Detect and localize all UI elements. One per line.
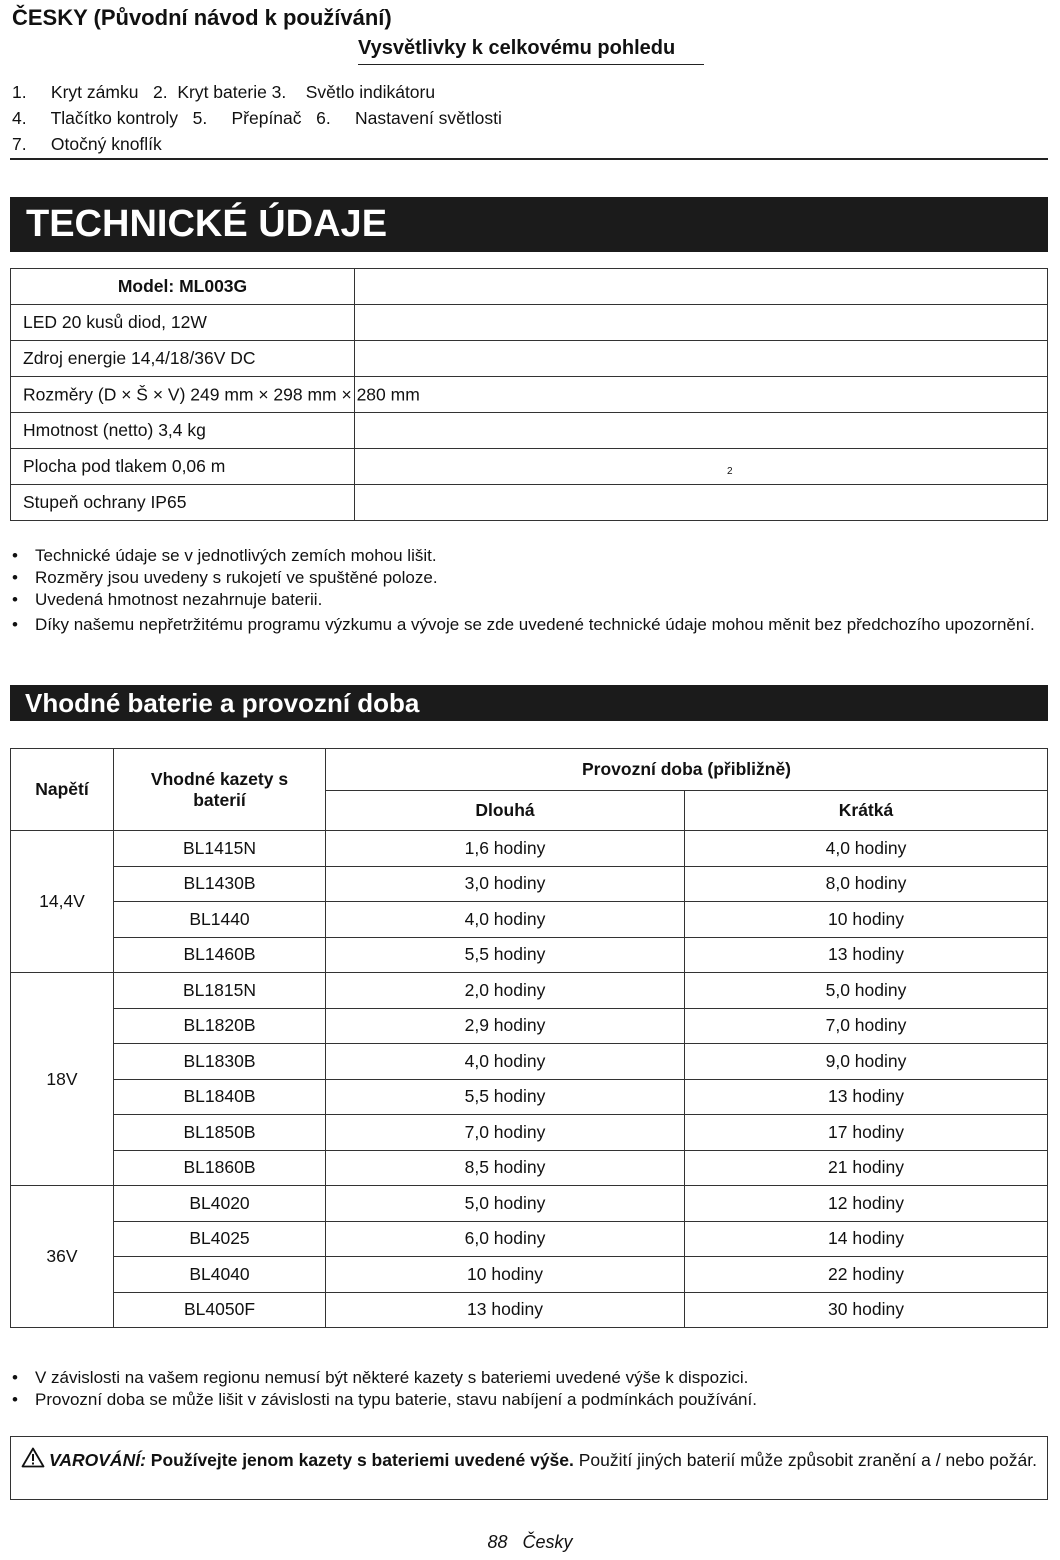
table-row	[11, 1221, 1048, 1257]
table-row	[11, 1079, 1048, 1115]
long-runtime-cell: 2,0 hodiny	[326, 973, 685, 1009]
cartridge-cell: BL1440	[114, 902, 326, 938]
parts-list-line: 4. Tlačítko kontroly 5. Přepínač 6. Nastavení světlosti	[12, 108, 502, 128]
long-runtime-cell: 1,6 hodiny	[326, 831, 685, 867]
voltage-cell: 18V	[11, 973, 114, 1186]
table-row	[11, 1115, 1048, 1151]
long-runtime-cell: 3,0 hodiny	[326, 866, 685, 902]
short-runtime-cell: 14 hodiny	[685, 1221, 1048, 1257]
language-heading: ČESKY (Původní návod k používání)	[12, 5, 392, 30]
table-row	[11, 1008, 1048, 1044]
warning-label: VAROVÁNÍ:	[49, 1450, 146, 1470]
long-runtime-cell: 5,5 hodiny	[326, 937, 685, 973]
table-row	[11, 1292, 1048, 1328]
cartridge-cell: BL1840B	[114, 1079, 326, 1115]
note-item: • V závislosti na vašem regionu nemusí být některé kazety s bateriemi uvedené výše k dispozici.	[12, 1367, 1052, 1389]
long-runtime-cell: 4,0 hodiny	[326, 1044, 685, 1080]
short-runtime-cell: 10 hodiny	[685, 902, 1048, 938]
cartridge-cell: BL1815N	[114, 973, 326, 1009]
header-runtime: Provozní doba (přibližně)	[326, 749, 1048, 791]
table-row	[11, 377, 1048, 413]
cartridge-cell: BL1430B	[114, 866, 326, 902]
table-row	[11, 413, 1048, 449]
cartridge-cell: BL4040	[114, 1257, 326, 1293]
short-runtime-cell: 13 hodiny	[685, 937, 1048, 973]
parts-list	[12, 79, 502, 157]
divider	[10, 158, 1048, 160]
cartridge-cell: BL1850B	[114, 1115, 326, 1151]
empty-cell	[355, 269, 1048, 305]
long-runtime-cell: 5,5 hodiny	[326, 1079, 685, 1115]
long-runtime-cell: 6,0 hodiny	[326, 1221, 685, 1257]
note-item: • Technické údaje se v jednotlivých zemích mohou lišit.	[12, 545, 1052, 567]
long-runtime-cell: 5,0 hodiny	[326, 1186, 685, 1222]
table-row	[11, 902, 1048, 938]
spec-notes	[12, 545, 1052, 636]
warning-triangle-icon	[21, 1447, 45, 1474]
cartridge-cell: BL1415N	[114, 831, 326, 867]
voltage-cell: 36V	[11, 1186, 114, 1328]
warning-strong-text: Používejte jenom kazety s bateriemi uvedené výše.	[150, 1450, 574, 1470]
long-runtime-cell: 4,0 hodiny	[326, 902, 685, 938]
cartridge-cell: BL4050F	[114, 1292, 326, 1328]
note-item: • Rozměry jsou uvedeny s rukojetí ve spuštěné poloze.	[12, 567, 1052, 589]
spec-cell: LED 20 kusů diod, 12W	[11, 305, 355, 341]
short-runtime-cell: 21 hodiny	[685, 1150, 1048, 1186]
cartridge-cell: BL4020	[114, 1186, 326, 1222]
long-runtime-cell: 2,9 hodiny	[326, 1008, 685, 1044]
empty-cell	[355, 341, 1048, 377]
short-runtime-cell: 30 hodiny	[685, 1292, 1048, 1328]
table-row	[11, 449, 1048, 485]
spec-cell: Stupeň ochrany IP65	[11, 485, 355, 521]
empty-cell	[355, 485, 1048, 521]
spec-table	[10, 268, 1048, 521]
cartridge-cell: BL1860B	[114, 1150, 326, 1186]
model-cell: Model: ML003G	[11, 269, 355, 305]
long-runtime-cell: 8,5 hodiny	[326, 1150, 685, 1186]
header-voltage: Napětí	[11, 749, 114, 831]
long-runtime-cell: 10 hodiny	[326, 1257, 685, 1293]
spec-text: Rozměry (D × Š × V) 249 mm × 298 mm × 280 mm	[23, 384, 420, 404]
voltage-cell: 14,4V	[11, 831, 114, 973]
short-runtime-cell: 13 hodiny	[685, 1079, 1048, 1115]
table-row	[11, 1150, 1048, 1186]
battery-notes	[12, 1367, 1052, 1411]
header-short: Krátká	[685, 791, 1048, 831]
table-row	[11, 269, 1048, 305]
table-row	[11, 866, 1048, 902]
empty-cell	[355, 449, 1048, 485]
battery-banner: Vhodné baterie a provozní doba	[10, 685, 1048, 721]
header-long: Dlouhá	[326, 791, 685, 831]
short-runtime-cell: 5,0 hodiny	[685, 973, 1048, 1009]
table-row	[11, 341, 1048, 377]
spec-cell: Zdroj energie 14,4/18/36V DC	[11, 341, 355, 377]
short-runtime-cell: 9,0 hodiny	[685, 1044, 1048, 1080]
short-runtime-cell: 7,0 hodiny	[685, 1008, 1048, 1044]
note-item: • Provozní doba se může lišit v závislosti na typu baterie, stavu nabíjení a podmínkách používání.	[12, 1389, 1052, 1411]
header-cartridge: Vhodné kazety s baterií	[114, 749, 326, 831]
page-number: 88	[487, 1532, 508, 1552]
warning-text: Použití jiných baterií může způsobit zranění a / nebo požár.	[573, 1450, 1037, 1470]
empty-cell	[355, 305, 1048, 341]
long-runtime-cell: 7,0 hodiny	[326, 1115, 685, 1151]
note-item: • Uvedená hmotnost nezahrnuje baterii.	[12, 589, 1052, 611]
table-row	[11, 831, 1048, 867]
footer-language: Česky	[522, 1532, 573, 1552]
table-row	[11, 1186, 1048, 1222]
table-header-row	[11, 749, 1048, 791]
table-row	[11, 1257, 1048, 1293]
empty-cell	[355, 413, 1048, 449]
table-row	[11, 485, 1048, 521]
table-row	[11, 305, 1048, 341]
battery-table	[10, 748, 1048, 1328]
short-runtime-cell: 8,0 hodiny	[685, 866, 1048, 902]
page-footer	[0, 1532, 1060, 1553]
superscript: 2	[727, 466, 733, 477]
table-row	[11, 1044, 1048, 1080]
overview-subtitle: Vysvětlivky k celkovému pohledu	[358, 37, 704, 65]
spec-cell: Hmotnost (netto) 3,4 kg	[11, 413, 355, 449]
cartridge-cell: BL4025	[114, 1221, 326, 1257]
short-runtime-cell: 4,0 hodiny	[685, 831, 1048, 867]
parts-list-line: 1. Kryt zámku 2. Kryt baterie 3. Světlo indikátoru	[12, 82, 436, 102]
cartridge-cell: BL1820B	[114, 1008, 326, 1044]
table-row	[11, 937, 1048, 973]
short-runtime-cell: 17 hodiny	[685, 1115, 1048, 1151]
short-runtime-cell: 12 hodiny	[685, 1186, 1048, 1222]
note-item: • Díky našemu nepřetržitému programu výzkumu a vývoje se zde uvedené technické údaje mohou měnit bez předchozího upozornění.	[12, 614, 1052, 636]
spec-banner: TECHNICKÉ ÚDAJE	[10, 197, 1048, 252]
parts-list-line: 7. Otočný knoflík	[12, 134, 162, 154]
spec-cell	[11, 377, 420, 413]
spec-cell: Plocha pod tlakem 0,06 m	[11, 449, 355, 485]
short-runtime-cell: 22 hodiny	[685, 1257, 1048, 1293]
long-runtime-cell: 13 hodiny	[326, 1292, 685, 1328]
cartridge-cell: BL1460B	[114, 937, 326, 973]
warning-box	[10, 1436, 1048, 1500]
cartridge-cell: BL1830B	[114, 1044, 326, 1080]
table-row	[11, 973, 1048, 1009]
empty-cell	[355, 377, 1048, 413]
